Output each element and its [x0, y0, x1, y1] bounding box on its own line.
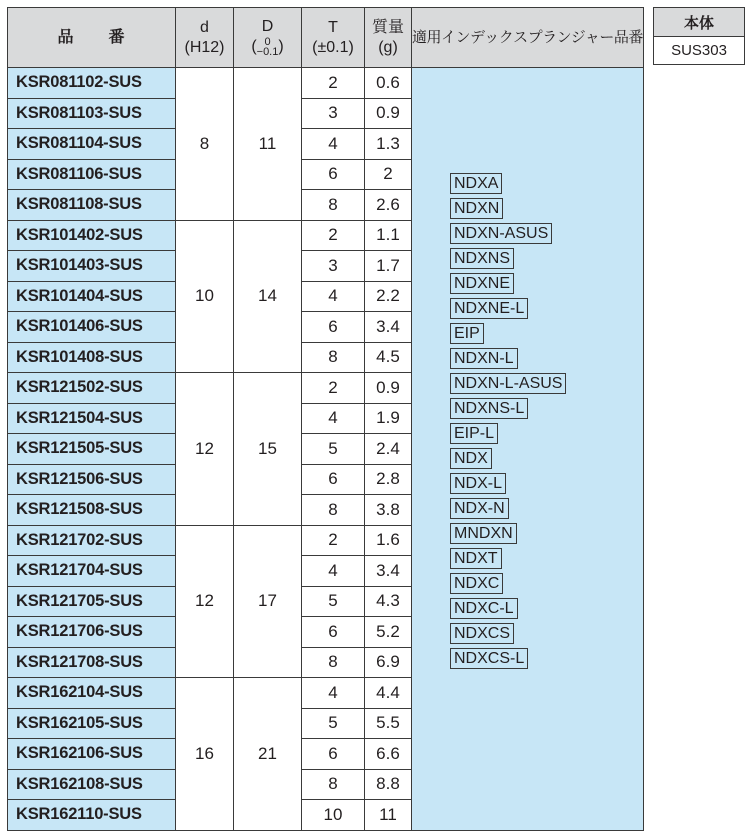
T-cell: 2 [302, 525, 365, 556]
T-cell: 4 [302, 678, 365, 709]
mass-cell: 1.9 [365, 403, 412, 434]
plunger-part-number: NDXT [450, 548, 502, 569]
mass-cell: 0.9 [365, 373, 412, 404]
body-label: 本体 [654, 8, 745, 37]
T-cell: 10 [302, 800, 365, 831]
plunger-part-number: EIP [450, 323, 484, 344]
d-cell: 16 [176, 678, 234, 831]
D-cell: 15 [234, 373, 302, 526]
mass-cell: 4.3 [365, 586, 412, 617]
plunger-part-number: NDXN-L-ASUS [450, 373, 566, 394]
T-cell: 5 [302, 708, 365, 739]
body-value: SUS303 [654, 37, 745, 65]
header-T: T (±0.1) [302, 8, 365, 68]
part-number-cell: KSR121702-SUS [8, 525, 176, 556]
part-number-cell: KSR101406-SUS [8, 312, 176, 343]
D-cell: 21 [234, 678, 302, 831]
header-part-number: 品 番 [8, 8, 176, 68]
mass-cell: 2.6 [365, 190, 412, 221]
part-number-cell: KSR121705-SUS [8, 586, 176, 617]
T-cell: 6 [302, 617, 365, 648]
d-cell: 8 [176, 68, 234, 221]
part-number-cell: KSR121706-SUS [8, 617, 176, 648]
mass-cell: 6.6 [365, 739, 412, 770]
part-number-cell: KSR162108-SUS [8, 769, 176, 800]
tolerance: 0 −0.1 [256, 36, 279, 59]
header-row [8, 8, 644, 68]
T-cell: 6 [302, 464, 365, 495]
T-cell: 4 [302, 403, 365, 434]
T-cell: 8 [302, 495, 365, 526]
plunger-cell [412, 68, 644, 831]
table-body [8, 68, 644, 831]
mass-cell: 0.9 [365, 98, 412, 129]
part-number-cell: KSR121502-SUS [8, 373, 176, 404]
part-number-cell: KSR121504-SUS [8, 403, 176, 434]
T-cell: 6 [302, 159, 365, 190]
part-number-cell: KSR121708-SUS [8, 647, 176, 678]
mass-cell: 2.4 [365, 434, 412, 465]
plunger-item [450, 473, 643, 493]
plunger-item [450, 298, 643, 318]
part-number-cell: KSR101402-SUS [8, 220, 176, 251]
plunger-item [450, 348, 643, 368]
mass-cell: 6.9 [365, 647, 412, 678]
plunger-item [450, 423, 643, 443]
part-number-cell: KSR121508-SUS [8, 495, 176, 526]
plunger-part-number: NDXNS [450, 248, 514, 269]
plunger-part-number: NDX-N [450, 498, 509, 519]
T-cell: 8 [302, 769, 365, 800]
mass-cell: 3.8 [365, 495, 412, 526]
header-d: d (H12) [176, 8, 234, 68]
mass-cell: 5.5 [365, 708, 412, 739]
part-number-cell: KSR162110-SUS [8, 800, 176, 831]
mass-cell: 1.6 [365, 525, 412, 556]
part-number-cell: KSR121506-SUS [8, 464, 176, 495]
part-number-cell: KSR101408-SUS [8, 342, 176, 373]
T-cell: 8 [302, 342, 365, 373]
D-cell: 17 [234, 525, 302, 678]
part-number-cell: KSR101403-SUS [8, 251, 176, 282]
T-cell: 4 [302, 556, 365, 587]
D-cell: 11 [234, 68, 302, 221]
plunger-part-number: EIP-L [450, 423, 498, 444]
plunger-item [450, 373, 643, 393]
plunger-item [450, 248, 643, 268]
mass-cell: 1.3 [365, 129, 412, 160]
mass-cell: 11 [365, 800, 412, 831]
plunger-item [450, 323, 643, 343]
plunger-part-number: NDXNE-L [450, 298, 528, 319]
d-cell: 12 [176, 373, 234, 526]
mass-cell: 0.6 [365, 68, 412, 99]
part-number-cell: KSR081108-SUS [8, 190, 176, 221]
mass-cell: 2 [365, 159, 412, 190]
plunger-item [450, 548, 643, 568]
plunger-part-number: NDXA [450, 173, 502, 194]
T-cell: 2 [302, 373, 365, 404]
plunger-part-number: NDXCS-L [450, 648, 528, 669]
mass-cell: 3.4 [365, 312, 412, 343]
T-cell: 4 [302, 129, 365, 160]
T-cell: 8 [302, 647, 365, 678]
mass-cell: 1.1 [365, 220, 412, 251]
plunger-item [450, 598, 643, 618]
mass-cell: 8.8 [365, 769, 412, 800]
mass-cell: 4.5 [365, 342, 412, 373]
mass-cell: 2.2 [365, 281, 412, 312]
plunger-item [450, 273, 643, 293]
D-cell: 14 [234, 220, 302, 373]
plunger-part-number: NDXC-L [450, 598, 518, 619]
T-cell: 3 [302, 98, 365, 129]
T-cell: 2 [302, 68, 365, 99]
part-number-cell: KSR162105-SUS [8, 708, 176, 739]
plunger-part-number: NDXN-ASUS [450, 223, 552, 244]
plunger-item [450, 198, 643, 218]
mass-cell: 3.4 [365, 556, 412, 587]
plunger-item [450, 173, 643, 193]
plunger-item [450, 523, 643, 543]
body-material-box [653, 7, 745, 65]
T-cell: 5 [302, 434, 365, 465]
T-cell: 4 [302, 281, 365, 312]
part-number-cell: KSR081103-SUS [8, 98, 176, 129]
part-number-cell: KSR101404-SUS [8, 281, 176, 312]
plunger-item [450, 223, 643, 243]
plunger-part-number: NDXC [450, 573, 503, 594]
T-cell: 2 [302, 220, 365, 251]
header-mass: 質量 (g) [365, 8, 412, 68]
T-cell: 8 [302, 190, 365, 221]
plunger-item [450, 498, 643, 518]
plunger-item [450, 648, 643, 668]
part-number-cell: KSR081102-SUS [8, 68, 176, 99]
plunger-item [450, 573, 643, 593]
part-number-cell: KSR121704-SUS [8, 556, 176, 587]
mass-cell: 1.7 [365, 251, 412, 282]
table-row [8, 68, 644, 99]
plunger-part-number: NDXN [450, 198, 503, 219]
mass-cell: 5.2 [365, 617, 412, 648]
plunger-part-number: MNDXN [450, 523, 517, 544]
spec-table [7, 7, 644, 831]
T-cell: 5 [302, 586, 365, 617]
header-plunger: 適用インデックスプランジャー品番 [412, 8, 644, 68]
part-number-cell: KSR081106-SUS [8, 159, 176, 190]
part-number-cell: KSR162106-SUS [8, 739, 176, 770]
T-cell: 6 [302, 312, 365, 343]
plunger-item [450, 623, 643, 643]
plunger-part-number: NDXNE [450, 273, 514, 294]
plunger-part-number: NDXNS-L [450, 398, 528, 419]
d-cell: 12 [176, 525, 234, 678]
part-number-cell: KSR121505-SUS [8, 434, 176, 465]
header-D: D ( 0 −0.1 ) [234, 8, 302, 68]
mass-cell: 4.4 [365, 678, 412, 709]
plunger-item [450, 448, 643, 468]
part-number-cell: KSR162104-SUS [8, 678, 176, 709]
mass-cell: 2.8 [365, 464, 412, 495]
plunger-item [450, 398, 643, 418]
T-cell: 3 [302, 251, 365, 282]
plunger-part-number: NDX-L [450, 473, 506, 494]
plunger-part-number: NDXCS [450, 623, 514, 644]
part-number-cell: KSR081104-SUS [8, 129, 176, 160]
T-cell: 6 [302, 739, 365, 770]
d-cell: 10 [176, 220, 234, 373]
plunger-part-number: NDX [450, 448, 492, 469]
plunger-list [412, 68, 643, 668]
plunger-part-number: NDXN-L [450, 348, 518, 369]
